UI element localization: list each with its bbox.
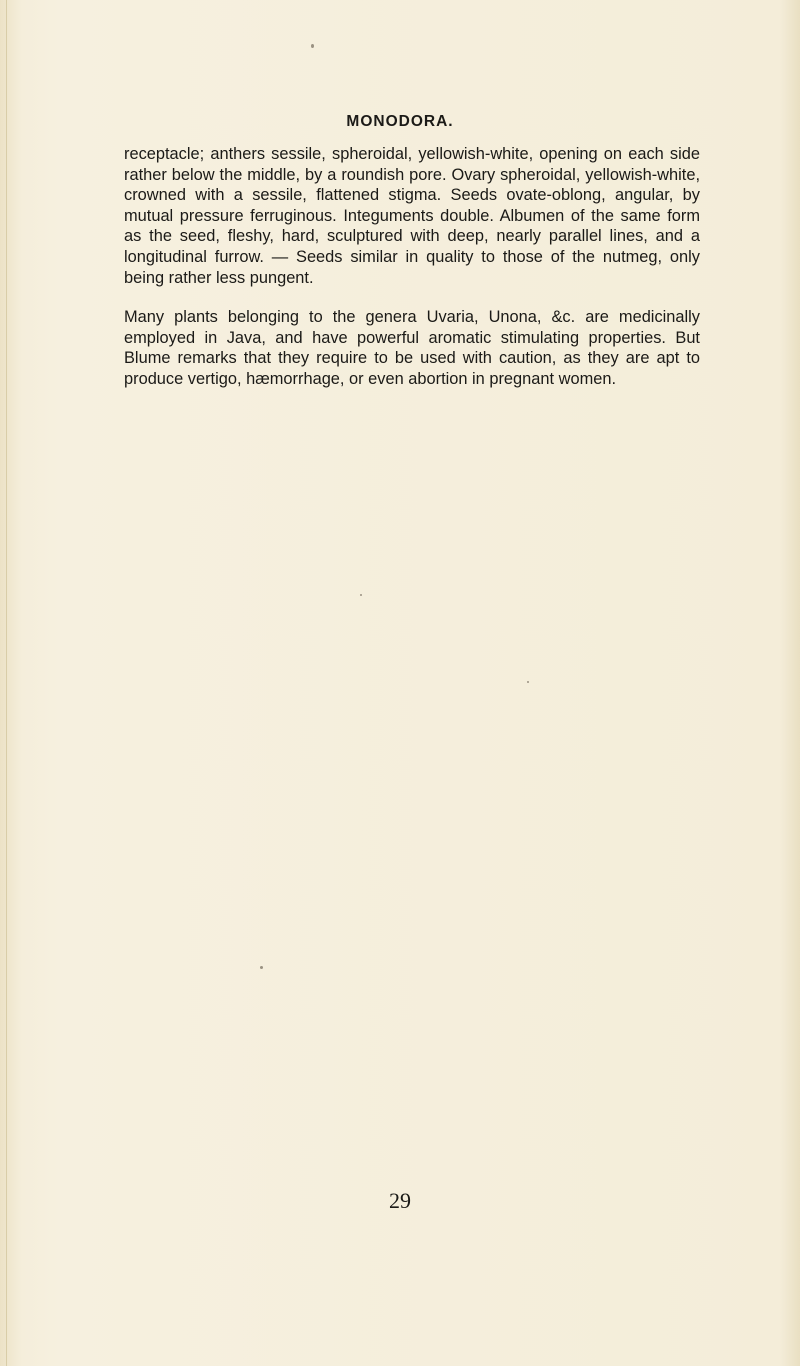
paper-speck (360, 594, 362, 596)
page-left-edge (6, 0, 7, 1366)
paper-speck (260, 966, 263, 969)
running-head: MONODORA. (346, 113, 454, 130)
paragraph-1: receptacle; anthers sessile, spheroidal, yellowish-white, opening on each side rather below the middle, by a roundish pore. Ovary spheroidal, yellowish-white, crowned with a sessile, flattened stigma. Seeds ovate-oblong, angular, by mutual pressure ferruginous. Integuments double. Albumen of the same form as the seed, fleshy, hard, sculptured with deep, nearly parallel lines, and a longitudinal furrow. — Seeds similar in quality to those of the nutmeg, only being rather less pungent. (124, 145, 700, 287)
paper-speck (311, 44, 314, 48)
paper-speck (527, 681, 529, 683)
paragraph-2: Many plants belonging to the genera Uvaria, Unona, &c. are medicinally employed in Java, and have powerful aromatic stimulating properties. But Blume remarks that they require to be used with caution, as they are apt to produce vertigo, hæmorrhage, or even abortion in pregnant women. (124, 308, 700, 388)
body-text (124, 144, 700, 390)
page-number: 29 (389, 1188, 411, 1213)
